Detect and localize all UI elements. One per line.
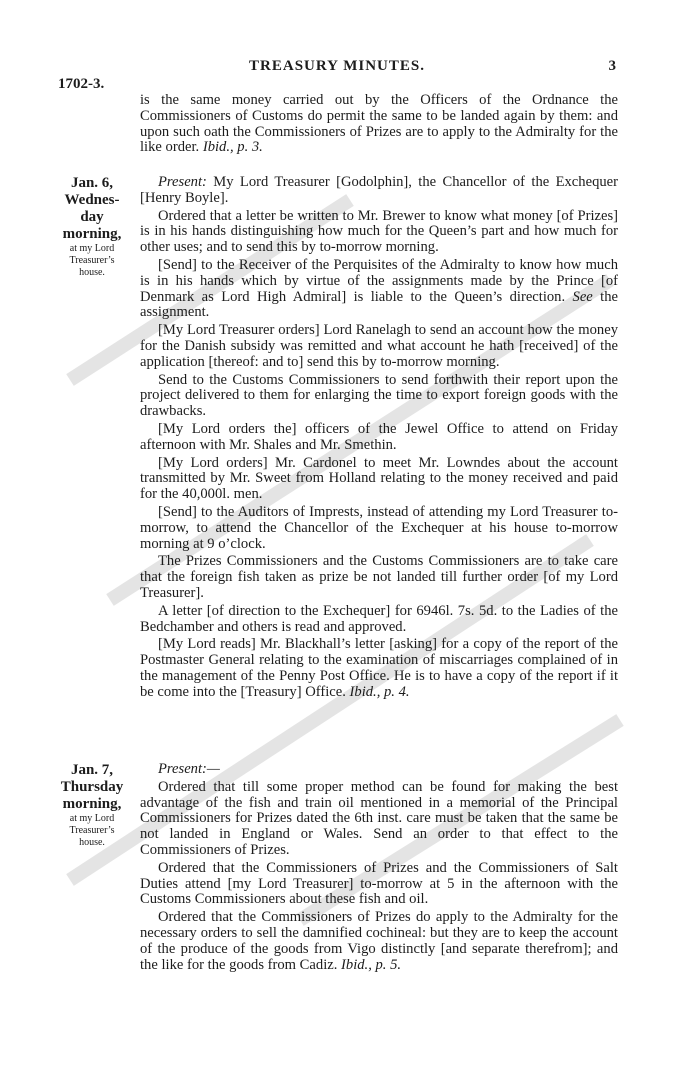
paragraph: Ordered that a letter be written to Mr. Brewer to know what money [of Prizes] is in his hands distinguishing how much for the Queen’s part and how much for other uses; and to send this by to-morrow morning. xyxy=(140,207,618,256)
paragraph: [My Lord orders the] officers of the Jewel Office to attend on Friday afternoon with Mr. Shales and Mr. Smethin. xyxy=(140,420,618,453)
paragraph: [Send] to the Receiver of the Perquisites of the Admiralty to know how much is in his hands which by virtue of the assignments made by the Prince [of Denmark as Lord High Admiral] is liable to the Queen’s direction. See the assignment. xyxy=(140,256,619,321)
paragraph: Send to the Customs Commissioners to send forthwith their report upon the project delivered to them for enlarging the time to export foreign goods with the drawbacks. xyxy=(140,371,618,420)
paragraph: A letter [of direction to the Exchequer] for 6946l. 7s. 5d. to the Ladies of the Bedchamber and others is read and approved. xyxy=(140,602,618,635)
paragraph: [My Lord reads] Mr. Blackhall’s letter [asking] for a copy of the report of the Postmaster General relating to the examination of miscarriages complained of in the management of the Penny Post Office. He is to have a copy of the report if it be come into the [Treasury] Office. Ibid., p. 4. xyxy=(140,636,618,700)
opening-paragraph: is the same money carried out by the Officers of the Ordnance the Commissioners of Customs do permit the same to be landed again by them: and upon such oath the Commissioners of Prizes are to apply to the Admiralty for the like order. Ibid., p. 3. xyxy=(140,92,618,156)
paragraph: Ordered that till some proper method can be found for making the best advantage of the fish and train oil mentioned in a memorial of the Principal Commissioners for Prizes dated the 6th inst. care must be taken that the same be not landed in England or Wales. Send an order to that effect to the Commissioners of Prizes. xyxy=(140,778,618,858)
year-label: 1702-3. xyxy=(58,76,105,92)
present-line: Present:— xyxy=(158,761,220,777)
paragraph: The Prizes Commissioners and the Customs Commissioners are to take care that the foreign fish taken as prize be not landed till further order [of my Lord Treasurer]. xyxy=(140,553,618,601)
page-number: 3 xyxy=(608,58,616,74)
present-line: Present: My Lord Treasurer [Godolphin], the Chancellor of the Exchequer [Henry Boyle]. xyxy=(140,174,618,206)
margin-note-jan7: Jan. 7, Thursday morning, at my Lord Treasurer’s house. xyxy=(60,762,124,848)
paragraph: [Send] to the Auditors of Imprests, instead of attending my Lord Treasurer to-morrow, to attend the Chancellor of the Exchequer at his house to-morrow morning at 9 o’clock. xyxy=(140,503,618,552)
margin-note-jan6: Jan. 6, Wednes- day morning, at my Lord Treasurer’s house. xyxy=(62,175,122,278)
paragraph: Ordered that the Commissioners of Prizes and the Commissioners of Salt Duties attend [my Lord Treasurer] to-morrow at 5 in the afternoon with the Customs Commissioners about these fish and oil. xyxy=(140,859,618,908)
entry-jan7 xyxy=(140,762,618,975)
paragraph: [My Lord orders] Mr. Cardonel to meet Mr. Lowndes about the account transmitted by Mr. Sweet from Holland relating to the money received and paid for the 40,000l. men. xyxy=(140,454,618,503)
paragraph: [My Lord Treasurer orders] Lord Ranelagh to send an account how the money for the Danish subsidy was remitted and what account he hath [received] of the application [thereof: and to] send this by to-morrow morning. xyxy=(140,322,618,370)
running-title: TREASURY MINUTES. xyxy=(249,58,425,74)
entry-jan6 xyxy=(140,175,618,703)
paragraph: Ordered that the Commissioners of Prizes do apply to the Admiralty for the necessary orders to sell the damnified cochineal: but they are to keep the account of the produce of the goods from Vigo distinctly [and separate therefrom]; and the like for the goods from Cadiz. Ibid., p. 5. xyxy=(140,909,618,973)
